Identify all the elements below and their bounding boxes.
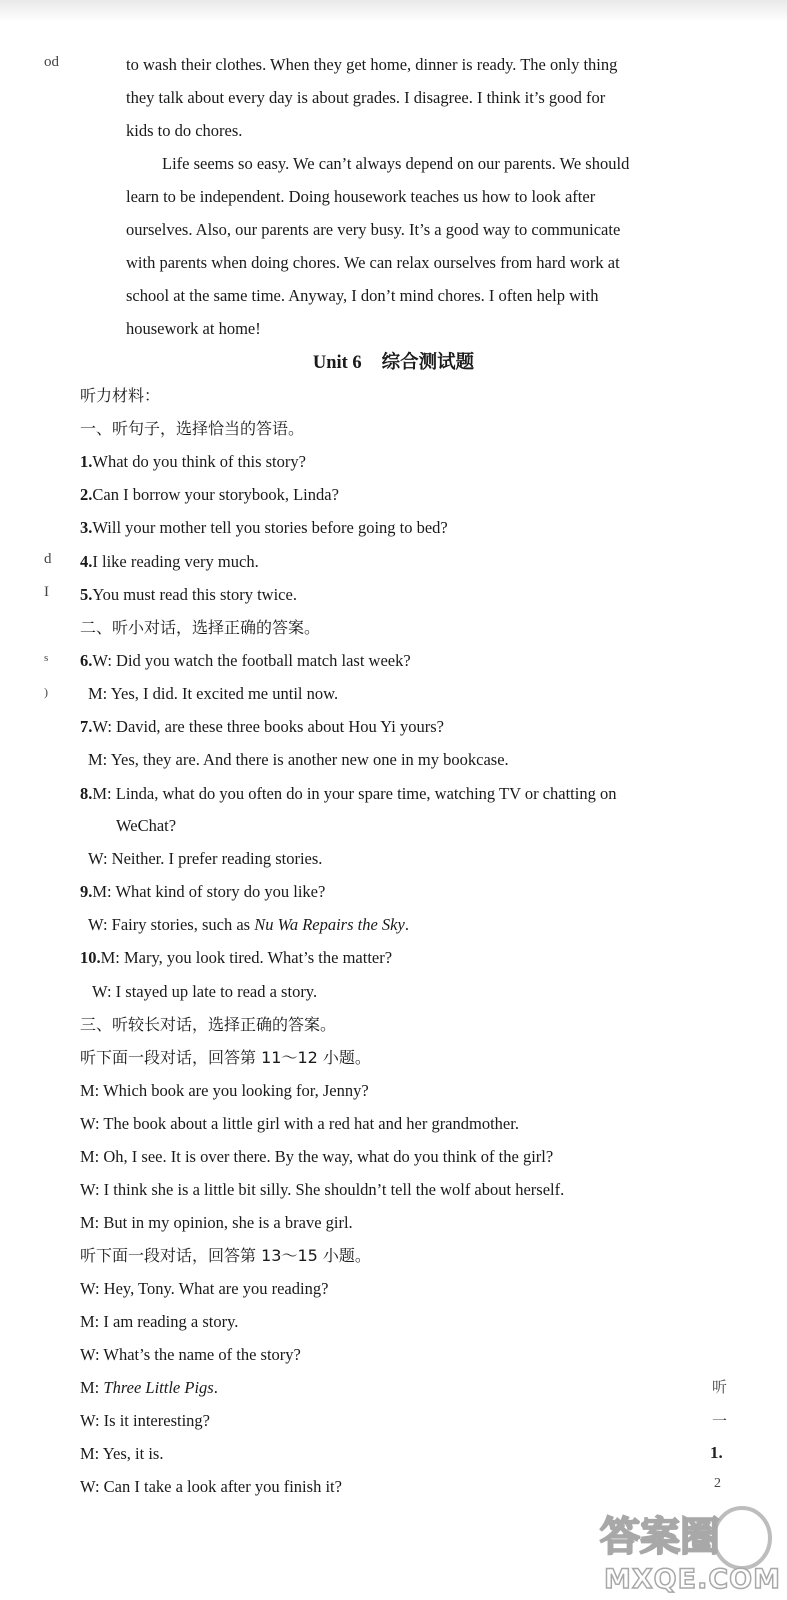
dialogue-line: W: Neither. I prefer reading stories. <box>88 849 323 868</box>
question-number: 6. <box>80 651 93 670</box>
question-text: Will your mother tell you stories before going to bed? <box>92 518 448 537</box>
margin-fragment-left: s <box>44 652 49 664</box>
dialogue-intro: 听下面一段对话，回答第 11～12 小题。 <box>80 1048 371 1067</box>
margin-fragment-right: 2 <box>714 1476 721 1491</box>
story-title: Three Little Pigs <box>103 1378 214 1397</box>
dialogue-line: M: But in my opinion, she is a brave girl. <box>80 1213 353 1232</box>
dialogue-line: W: What’s the name of the story? <box>80 1345 301 1364</box>
passage-line: to wash their clothes. When they get home, dinner is ready. The only thing <box>126 55 618 74</box>
unit-title-en: Unit 6 <box>312 353 362 373</box>
dialogue-text: M: What kind of story do you like? <box>92 882 326 901</box>
margin-fragment-right: 1. <box>710 1443 723 1462</box>
question-item <box>80 484 339 506</box>
dialogue-line <box>80 650 411 672</box>
question-number: 9. <box>80 882 93 901</box>
dialogue-line: W: The book about a little girl with a red hat and her grandmother. <box>80 1114 519 1133</box>
scan-top-shadow <box>0 0 787 22</box>
dialogue-line: M: Which book are you looking for, Jenny? <box>80 1081 369 1100</box>
dialogue-line: W: Can I take a look after you finish it? <box>80 1477 342 1496</box>
unit-title-cn: 综合测试题 <box>381 352 475 373</box>
dialogue-intro: 听下面一段对话，回答第 13～15 小题。 <box>80 1246 371 1265</box>
dialogue-line: W: Hey, Tony. What are you reading? <box>80 1279 329 1298</box>
question-number: 2. <box>80 485 93 504</box>
dialogue-line: W: Is it interesting? <box>80 1411 210 1430</box>
story-title: Nu Wa Repairs the Sky <box>254 915 405 934</box>
passage-line: with parents when doing chores. We can relax ourselves from hard work at <box>126 253 620 272</box>
dialogue-line: M: I am reading a story. <box>80 1312 239 1331</box>
question-item <box>80 451 306 473</box>
dialogue-line <box>80 1377 218 1399</box>
dialogue-line: M: Yes, it is. <box>80 1444 164 1463</box>
dialogue-line: M: Oh, I see. It is over there. By the way, what do you think of the girl? <box>80 1147 554 1166</box>
dialogue-text: M: <box>80 1378 104 1397</box>
passage-line: school at the same time. Anyway, I don’t mind chores. I often help with <box>126 286 599 305</box>
dialogue-text: W: Fairy stories, such as <box>88 915 255 934</box>
section-heading: 二、听小对话，选择正确的答案。 <box>80 618 321 637</box>
dialogue-text: M: Mary, you look tired. What’s the matter? <box>100 948 393 967</box>
question-number: 4. <box>80 552 93 571</box>
question-number: 1. <box>80 452 93 471</box>
dialogue-line <box>80 716 444 738</box>
dialogue-line <box>80 947 392 969</box>
dialogue-line <box>80 881 325 903</box>
margin-fragment-left: od <box>44 54 59 70</box>
dialogue-line: M: Yes, I did. It excited me until now. <box>88 684 339 703</box>
question-text: I like reading very much. <box>92 552 259 571</box>
question-number: 7. <box>80 717 93 736</box>
passage-line: they talk about every day is about grades. I disagree. I think it’s good for <box>126 88 606 107</box>
margin-fragment-right: 听 <box>712 1378 728 1396</box>
watermark-text-en: MXQE.COM <box>604 1564 781 1595</box>
question-number: 8. <box>80 784 93 803</box>
margin-fragment-right: 一 <box>712 1414 728 1430</box>
dialogue-line: WeChat? <box>116 816 177 835</box>
question-item <box>80 551 259 573</box>
passage-line: Life seems so easy. We can’t always depend on our parents. We should <box>162 154 630 173</box>
dialogue-text: W: David, are these three books about Hou Yi yours? <box>92 717 444 736</box>
dialogue-line <box>80 783 616 805</box>
question-item <box>80 584 297 606</box>
question-number: 5. <box>80 585 93 604</box>
section-heading: 三、听较长对话，选择正确的答案。 <box>80 1015 337 1034</box>
section-heading: 一、听句子，选择恰当的答语。 <box>80 419 305 438</box>
dialogue-line: W: I stayed up late to read a story. <box>92 982 318 1001</box>
question-number: 3. <box>80 518 93 537</box>
passage-line: kids to do chores. <box>126 121 243 140</box>
question-number: 10. <box>80 948 101 967</box>
dialogue-text: . <box>404 915 409 934</box>
dialogue-line: W: I think she is a little bit silly. She shouldn’t tell the wolf about herself. <box>80 1180 565 1199</box>
dialogue-text: . <box>213 1378 218 1397</box>
dialogue-line: M: Yes, they are. And there is another new one in my bookcase. <box>88 750 509 769</box>
margin-fragment-left: ) <box>44 685 48 699</box>
passage-line: learn to be independent. Doing housework teaches us how to look after <box>126 187 596 206</box>
margin-fragment-left: I <box>44 584 49 600</box>
dialogue-text: W: Did you watch the football match last week? <box>92 651 411 670</box>
question-text: Can I borrow your storybook, Linda? <box>92 485 339 504</box>
dialogue-line <box>88 914 409 936</box>
script-label: 听力材料： <box>80 386 161 405</box>
watermark-text-cn: 答案圈 <box>600 1514 720 1560</box>
question-text: You must read this story twice. <box>92 585 297 604</box>
watermark-logo <box>592 1500 782 1595</box>
dialogue-text: M: Linda, what do you often do in your spare time, watching TV or chatting on <box>92 784 617 803</box>
question-text: What do you think of this story? <box>92 452 306 471</box>
unit-title <box>0 351 787 375</box>
passage-line: housework at home! <box>126 319 261 338</box>
margin-fragment-left: d <box>44 551 52 567</box>
passage-line: ourselves. Also, our parents are very busy. It’s a good way to communicate <box>126 220 621 239</box>
question-item <box>80 517 448 539</box>
